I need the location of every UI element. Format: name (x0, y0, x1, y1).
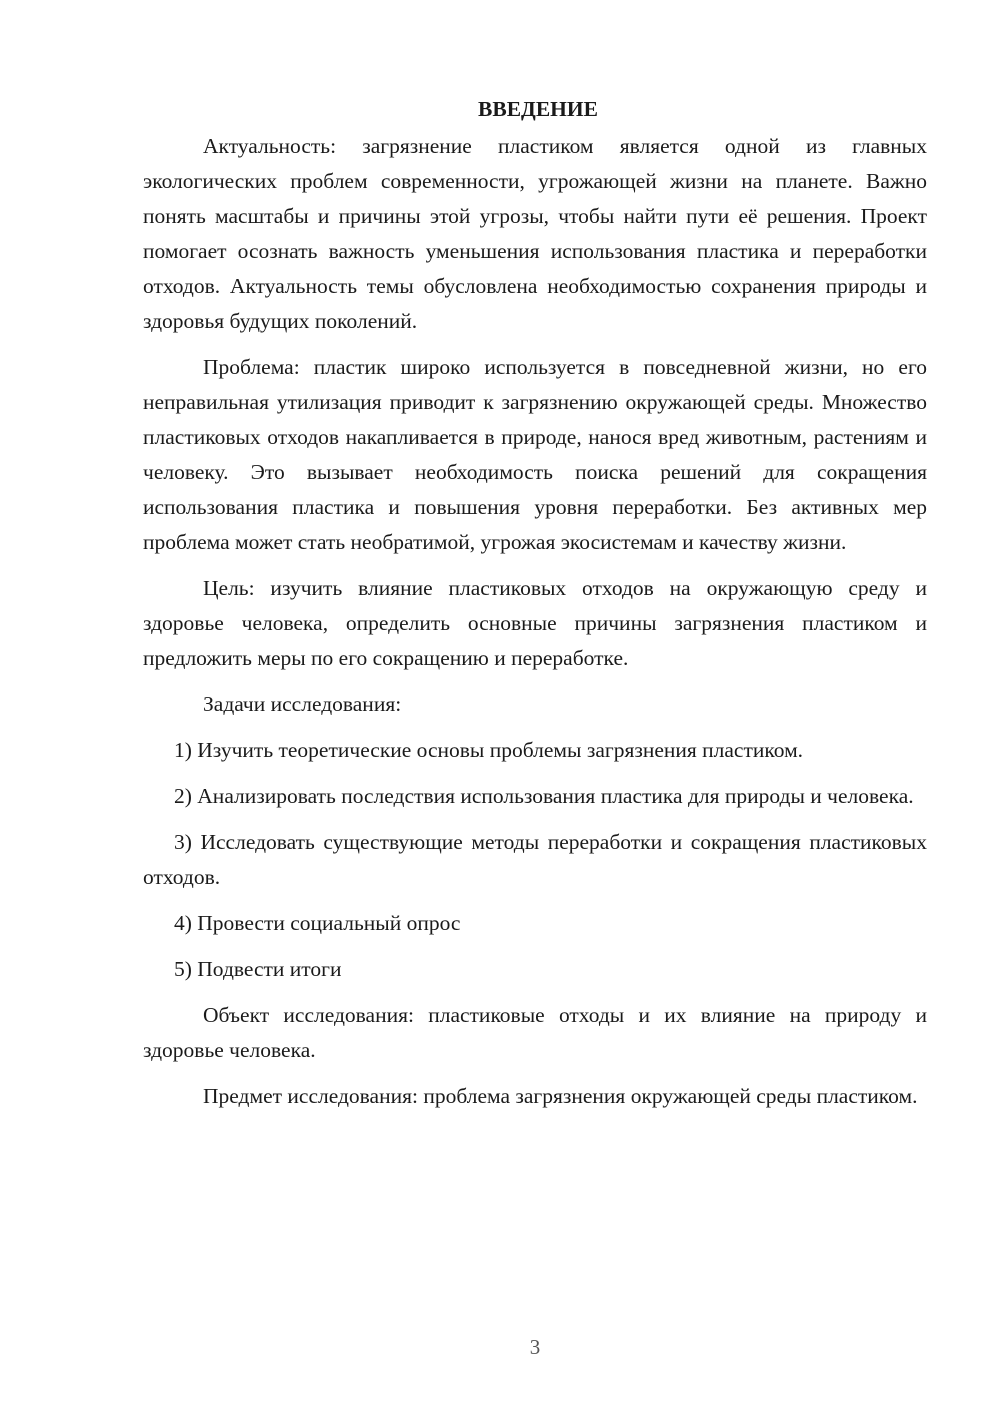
task-item-4: 4) Провести социальный опрос (174, 911, 461, 935)
task-item-3: 3) Исследовать существующие методы переработки и сокращения пластиковых отходов. (143, 830, 927, 889)
page-number: 3 (529, 1335, 541, 1359)
task-item-2: 2) Анализировать последствия использования пластика для природы и человека. (174, 784, 914, 808)
tasks-heading: Задачи исследования: (203, 692, 402, 716)
task-item-1: 1) Изучить теоретические основы проблемы загрязнения пластиком. (174, 738, 804, 762)
relevance-paragraph: Актуальность: загрязнение пластиком является одной из главных экологических проблем современности, угрожающей жизни на планете. Важно понять масштабы и причины этой угрозы, чтобы найти пути её решения. Проект помогает осознать важность уменьшения использования пластика и переработки отходов. Актуальность темы обусловлена необходимостью сохранения природы и здоровья будущих поколений. (143, 134, 927, 333)
problem-paragraph: Проблема: пластик широко используется в повседневной жизни, но его неправильная утилизация приводит к загрязнению окружающей среды. Множество пластиковых отходов накапливается в природе, нанося вред животным, растениям и человеку. Это вызывает необходимость поиска решений для сокращения использования пластика и повышения уровня переработки. Без активных мер проблема может стать необратимой, угрожая экосистемам и качеству жизни. (143, 355, 927, 554)
page-content (143, 92, 927, 1114)
section-title: ВВЕДЕНИЕ (478, 97, 598, 121)
goal-paragraph: Цель: изучить влияние пластиковых отходов на окружающую среду и здоровье человека, определить основные причины загрязнения пластиком и предложить меры по его сокращению и переработке. (143, 576, 927, 670)
tasks-list (143, 733, 927, 987)
object-paragraph: Объект исследования: пластиковые отходы и их влияние на природу и здоровье человека. (143, 1003, 927, 1062)
subject-paragraph: Предмет исследования: проблема загрязнения окружающей среды пластиком. (203, 1084, 918, 1108)
task-item-5: 5) Подвести итоги (174, 957, 342, 981)
